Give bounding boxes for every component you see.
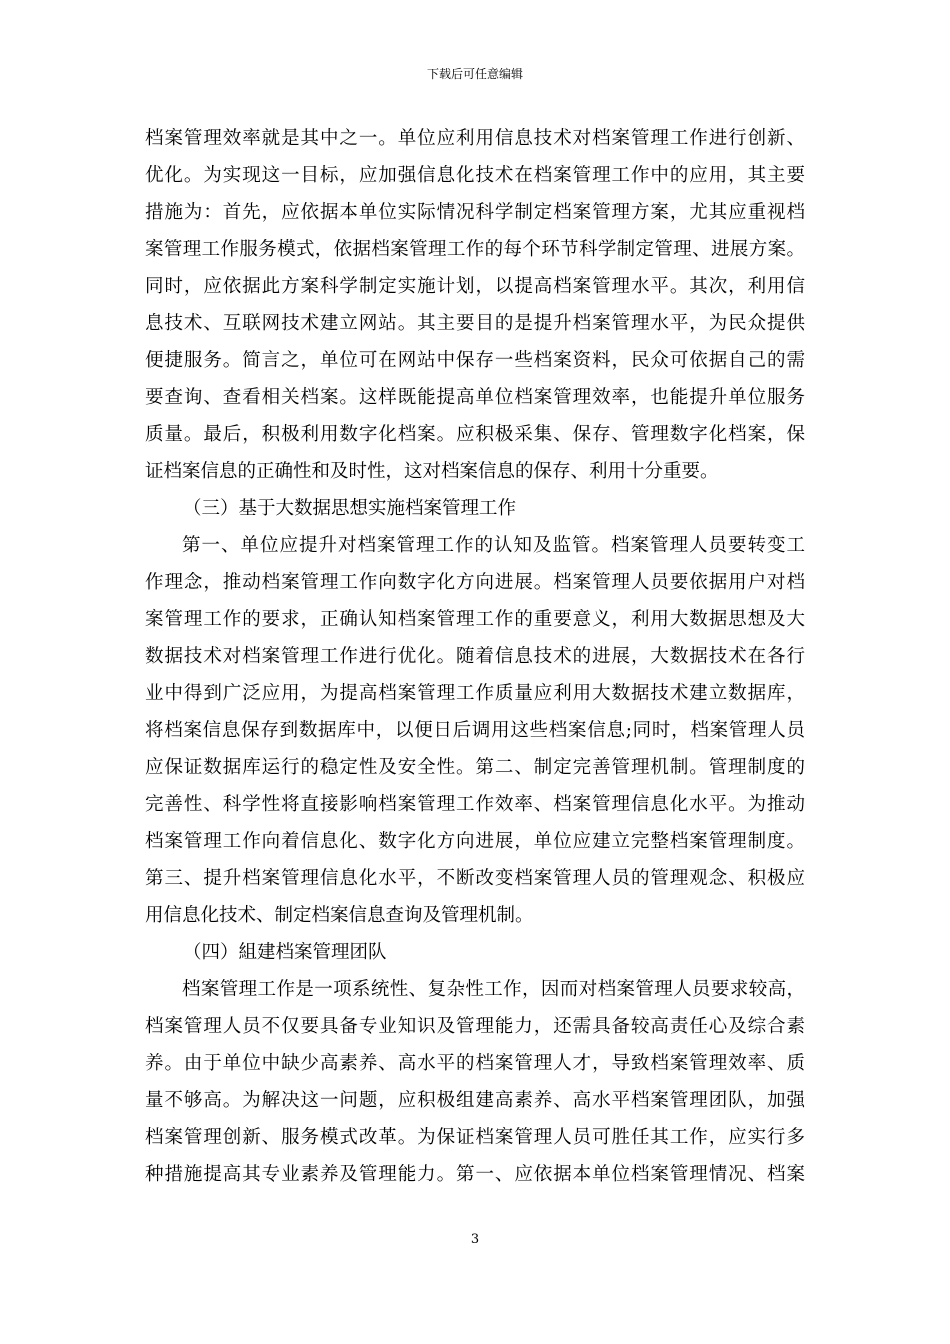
text-line: 息技术、互联网技术建立网站。其主要目的是提升档案管理水平，为民众提供 (145, 313, 805, 334)
text-line: 同时，应依据此方案科学制定实施计划，以提高档案管理水平。其次，利用信 (145, 276, 805, 297)
text-line: 要查询、查看相关档案。这样既能提高单位档案管理效率，也能提升单位服务 (145, 387, 805, 408)
text-line: 档案管理人员不仅要具备专业知识及管理能力，还需具备较高责任心及综合素 (145, 1016, 805, 1037)
text-line: 案管理工作服务模式，依据档案管理工作的每个环节科学制定管理、进展方案。 (145, 239, 805, 260)
text-line: 案管理工作的要求，正确认知档案管理工作的重要意义，利用大数据思想及大 (145, 609, 805, 630)
text-line: 档案管理工作是一项系统性、复杂性工作，因而对档案管理人员要求较高， (182, 979, 805, 1000)
section-heading: （三）基于大数据思想实施档案管理工作 (183, 498, 517, 519)
text-line: 将档案信息保存到数据库中，以便日后调用这些档案信息;同时，档案管理人员 (145, 720, 805, 741)
page-number: 3 (470, 1232, 480, 1247)
text-line: 数据技术对档案管理工作进行优化。随着信息技术的进展，大数据技术在各行 (145, 646, 805, 667)
page-header: 下载后可任意编辑 (426, 67, 523, 81)
text-line: 便捷服务。简言之，单位可在网站中保存一些档案资料，民众可依据自己的需 (145, 350, 805, 371)
text-line: 第一、单位应提升对档案管理工作的认知及监管。档案管理人员要转变工 (182, 535, 805, 556)
text-line: 作理念，推动档案管理工作向数字化方向进展。档案管理人员要依据用户对档 (145, 572, 805, 593)
text-line: 措施为：首先，应依据本单位实际情况科学制定档案管理方案，尤其应重视档 (145, 202, 805, 223)
text-line: 种措施提高其专业素养及管理能力。第一、应依据本单位档案管理情况、档案 (145, 1164, 805, 1185)
text-line: 档案管理创新、服务模式改革。为保证档案管理人员可胜任其工作，应实行多 (145, 1127, 805, 1148)
text-line: 档案管理工作向着信息化、数字化方向进展，单位应建立完整档案管理制度。 (145, 831, 805, 852)
text-line: 用信息化技术、制定档案信息查询及管理机制。 (145, 905, 534, 926)
text-line: 第三、提升档案管理信息化水平，不断改变档案管理人员的管理观念、积极应 (145, 868, 805, 889)
text-line: 业中得到广泛应用，为提高档案管理工作质量应利用大数据技术建立数据库， (145, 683, 805, 704)
text-line: 证档案信息的正确性和及时性，这对档案信息的保存、利用十分重要。 (145, 461, 719, 482)
section-heading: （四）組建档案管理团队 (183, 942, 387, 963)
text-line: 养。由于单位中缺少高素养、高水平的档案管理人才，导致档案管理效率、质 (145, 1053, 805, 1074)
text-line: 优化。为实现这一目标，应加强信息化技术在档案管理工作中的应用，其主要 (145, 165, 805, 186)
text-line: 完善性、科学性将直接影响档案管理工作效率、档案管理信息化水平。为推动 (145, 794, 805, 815)
text-line: 应保证数据库运行的稳定性及安全性。第二、制定完善管理机制。管理制度的 (145, 757, 805, 778)
text-line: 档案管理效率就是其中之一。单位应利用信息技术对档案管理工作进行创新、 (145, 128, 805, 149)
text-line: 量不够高。为解决这一问题，应积极组建高素养、高水平档案管理团队，加强 (145, 1090, 805, 1111)
text-line: 质量。最后，积极利用数字化档案。应积极采集、保存、管理数字化档案，保 (145, 424, 805, 445)
document-body (145, 126, 805, 1199)
